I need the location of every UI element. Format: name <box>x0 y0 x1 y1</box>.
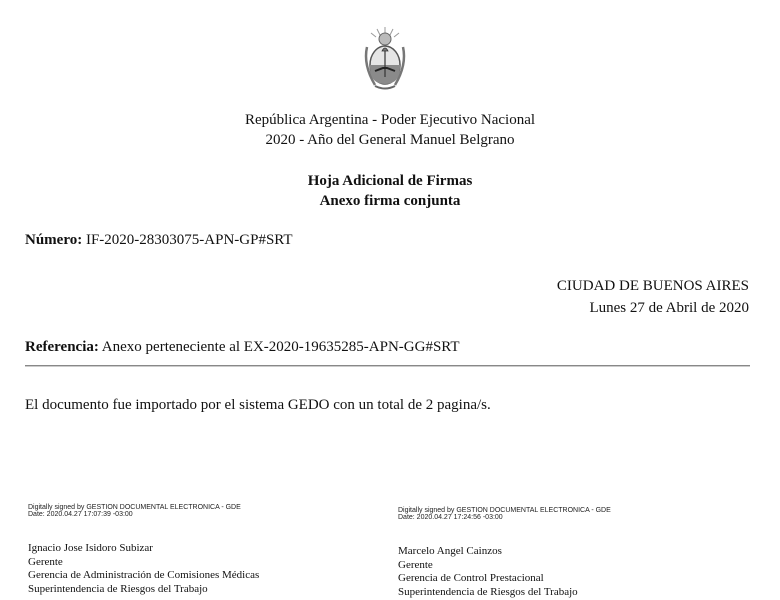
national-coat-of-arms-icon <box>361 25 409 93</box>
signature-1-role: Gerente <box>28 555 63 568</box>
place-and-date <box>557 275 749 319</box>
document-title <box>0 171 780 211</box>
document-header <box>0 110 780 150</box>
title-line-2: Anexo firma conjunta <box>319 193 461 209</box>
signature-1-unit: Gerencia de Administración de Comisiones Médicas <box>28 569 260 581</box>
signature-1-name: Ignacio Jose Isidoro Subizar <box>28 542 153 554</box>
signature-block-1 <box>28 504 368 596</box>
reference-label: Referencia: <box>25 339 99 355</box>
title-line-1: Hoja Adicional de Firmas <box>307 173 473 189</box>
signature-2-name: Marcelo Angel Cainzos <box>398 545 502 557</box>
document-number <box>25 232 293 249</box>
header-line-year: 2020 - Año del General Manuel Belgrano <box>265 132 515 148</box>
document-number-value: IF-2020-28303075-APN-GP#SRT <box>85 232 293 248</box>
signature-2-org: Superintendencia de Riesgos del Trabajo <box>398 585 578 598</box>
signature-2-role: Gerente <box>398 558 433 571</box>
header-line-country: República Argentina - Poder Ejecutivo Nacional <box>244 112 536 128</box>
signature-2-date: Date: 2020.04.27 17:24:56 -03:00 <box>398 514 503 521</box>
reference <box>25 339 460 356</box>
signature-1-org: Superintendencia de Riesgos del Trabajo <box>28 582 208 595</box>
signature-1-date: Date: 2020.04.27 17:07:39 -03:00 <box>28 511 133 518</box>
reference-value: Anexo perteneciente al EX-2020-19635285-APN-GG#SRT <box>101 339 460 355</box>
signature-2-signed-by: Digitally signed by GESTION DOCUMENTAL ELECTRONICA - GDE <box>398 507 611 514</box>
signature-block-2 <box>398 507 738 599</box>
city: CIUDAD DE BUENOS AIRES <box>556 278 749 294</box>
document-number-label: Número: <box>25 232 83 248</box>
signature-2-unit: Gerencia de Control Prestacional <box>398 572 544 584</box>
body-text: El documento fue importado por el sistema GEDO con un total de 2 pagina/s. <box>25 397 491 413</box>
signature-1-signed-by: Digitally signed by GESTION DOCUMENTAL ELECTRONICA - GDE <box>28 504 241 511</box>
divider <box>25 365 750 367</box>
date: Lunes 27 de Abril de 2020 <box>589 300 749 316</box>
